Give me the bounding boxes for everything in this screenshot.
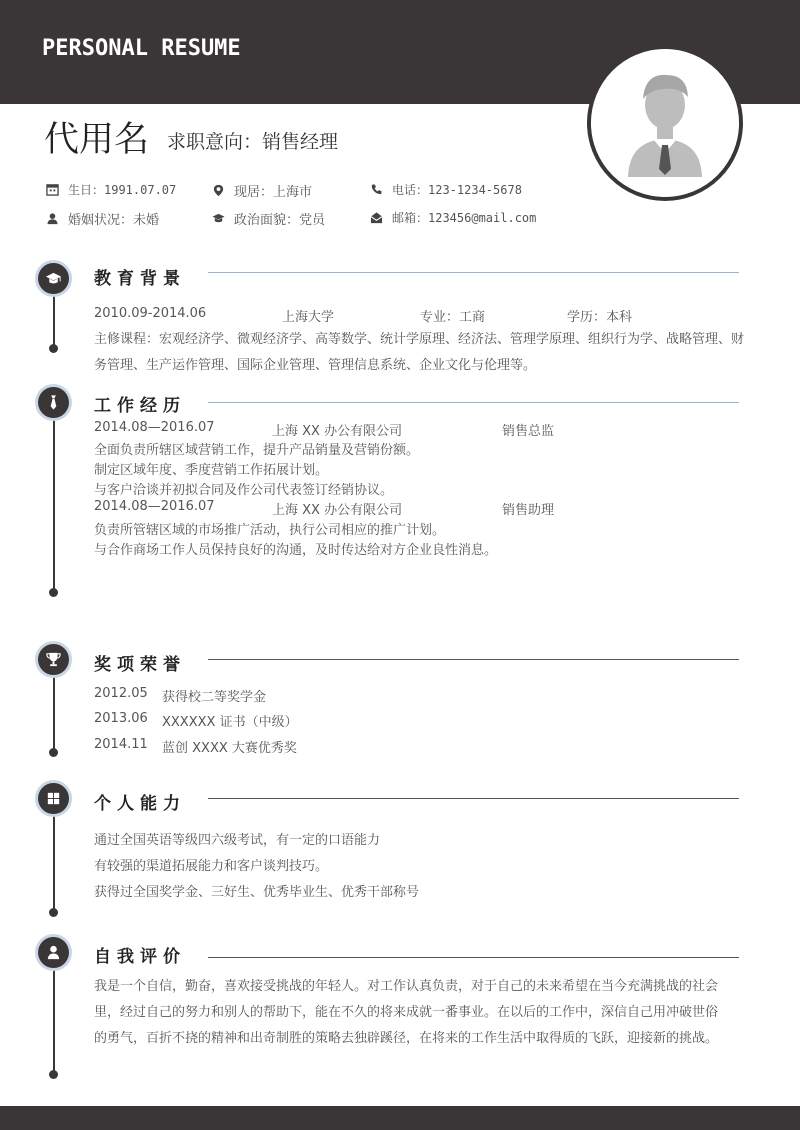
- skill-2: 有较强的渠道拓展能力和客户谈判技巧。: [94, 859, 329, 874]
- award-2-date: 2013.06: [94, 711, 148, 726]
- user-icon: [46, 212, 59, 225]
- timeline-dot-skills: [49, 908, 58, 917]
- birthday-text: 生日：1991.07.07: [68, 183, 177, 197]
- graduation-cap-icon: [212, 212, 225, 225]
- timeline-line-self: [53, 952, 55, 1074]
- calendar-icon: [46, 183, 59, 196]
- skill-3: 获得过全国奖学金、三好生、优秀毕业生、优秀干部称号: [94, 885, 420, 900]
- education-title: 教育背景: [94, 269, 186, 289]
- person-icon: [591, 49, 739, 197]
- awards-rule: [208, 659, 739, 660]
- info-residence: [212, 181, 312, 200]
- windows-icon: [45, 790, 62, 807]
- award-2-text: XXXXXX 证书（中级）: [162, 715, 298, 730]
- tie-icon: [45, 394, 62, 411]
- info-email: [370, 209, 536, 226]
- location-icon: [212, 184, 225, 197]
- info-marital: [46, 209, 159, 228]
- job-1-line-1: 全面负责所辖区域营销工作，提升产品销量及营销份额。: [94, 443, 420, 458]
- residence-text: 现居：上海市: [234, 185, 313, 200]
- skills-section-icon: [38, 783, 69, 814]
- timeline-line-skills: [53, 798, 55, 912]
- job-1-position: 销售总监: [502, 424, 555, 439]
- education-period: 2010.09-2014.06: [94, 306, 207, 321]
- avatar: [587, 45, 743, 201]
- banner-title: PERSONAL RESUME: [42, 36, 241, 61]
- timeline-dot-awards: [49, 748, 58, 757]
- phone-icon: [370, 183, 383, 196]
- education-section-icon: [38, 263, 69, 294]
- education-school: 上海大学: [282, 310, 335, 325]
- phone-text: 电话：123-1234-5678: [392, 183, 522, 197]
- award-3-text: 蓝创 XXXX 大赛优秀奖: [162, 741, 297, 756]
- info-birthday: [46, 181, 176, 198]
- person-icon: [45, 944, 62, 961]
- job-intent: 求职意向：销售经理: [167, 131, 339, 153]
- info-phone: [370, 181, 522, 198]
- job-1-line-3: 与客户洽谈并初拟合同及作公司代表签订经销协议。: [94, 483, 394, 498]
- job-2-line-1: 负责所管辖区域的市场推广活动，执行公司相应的推广计划。: [94, 523, 446, 538]
- skill-1: 通过全国英语等级四六级考试，有一定的口语能力: [94, 833, 381, 848]
- graduation-cap-icon: [45, 270, 62, 287]
- skills-rule: [208, 798, 739, 799]
- political-text: 政治面貌：党员: [234, 213, 326, 228]
- award-3-date: 2014.11: [94, 737, 148, 752]
- self-eval-section-icon: [38, 937, 69, 968]
- marital-text: 婚姻状况：未婚: [68, 213, 160, 228]
- email-text: 邮箱：123456@mail.com: [392, 211, 537, 225]
- education-courses: 主修课程：宏观经济学、微观经济学、高等数学、统计学原理、经济法、管理学原理、组织行为学、战略管理、财务管理、生产运作管理、国际企业管理、管理信息系统、企业文化与伦理等。: [94, 332, 745, 373]
- award-1-date: 2012.05: [94, 686, 148, 701]
- self-eval-title: 自我评价: [94, 947, 186, 967]
- education-degree: 学历：本科: [567, 310, 633, 325]
- self-eval-text: 我是一个自信，勤奋，喜欢接受挑战的年轻人。对工作认真负责，对于自己的未来希望在当今充满挑战的社会里，经过自己的努力和别人的帮助下，能在不久的将来成就一番事业。在以后的工作中，深信自己用冲破世俗的勇气，百折不挠的精神和出奇制胜的策略去独辟蹊径，在将来的工作生活中取得质的飞跃，迎接新的挑战。: [94, 979, 719, 1046]
- job-2-line-2: 与合作商场工作人员保持良好的沟通，及时传达给对方企业良性消息。: [94, 543, 498, 558]
- work-rule: [208, 402, 739, 403]
- work-section-icon: [38, 387, 69, 418]
- education-rule: [208, 272, 739, 273]
- job-1-company: 上海 XX 办公有限公司: [272, 424, 403, 439]
- work-title: 工作经历: [94, 396, 186, 416]
- info-political: [212, 209, 325, 228]
- trophy-icon: [45, 651, 62, 668]
- timeline-dot-education: [49, 344, 58, 353]
- job-2-period: 2014.08—2016.07: [94, 499, 215, 514]
- job-1-period: 2014.08—2016.07: [94, 420, 215, 435]
- education-major: 专业：工商: [420, 310, 486, 325]
- mail-icon: [370, 211, 383, 224]
- skills-title: 个人能力: [94, 794, 186, 814]
- footer-bar: [0, 1106, 800, 1130]
- candidate-name: 代用名: [44, 120, 150, 160]
- timeline-line-work: [53, 402, 55, 592]
- awards-section-icon: [38, 644, 69, 675]
- job-2-position: 销售助理: [502, 503, 555, 518]
- job-2-company: 上海 XX 办公有限公司: [272, 503, 403, 518]
- job-1-line-2: 制定区域年度、季度营销工作拓展计划。: [94, 463, 329, 478]
- timeline-dot-self: [49, 1070, 58, 1079]
- timeline-dot-work: [49, 588, 58, 597]
- awards-title: 奖项荣誉: [94, 655, 186, 675]
- self-eval-rule: [208, 957, 739, 958]
- award-1-text: 获得校二等奖学金: [162, 690, 267, 705]
